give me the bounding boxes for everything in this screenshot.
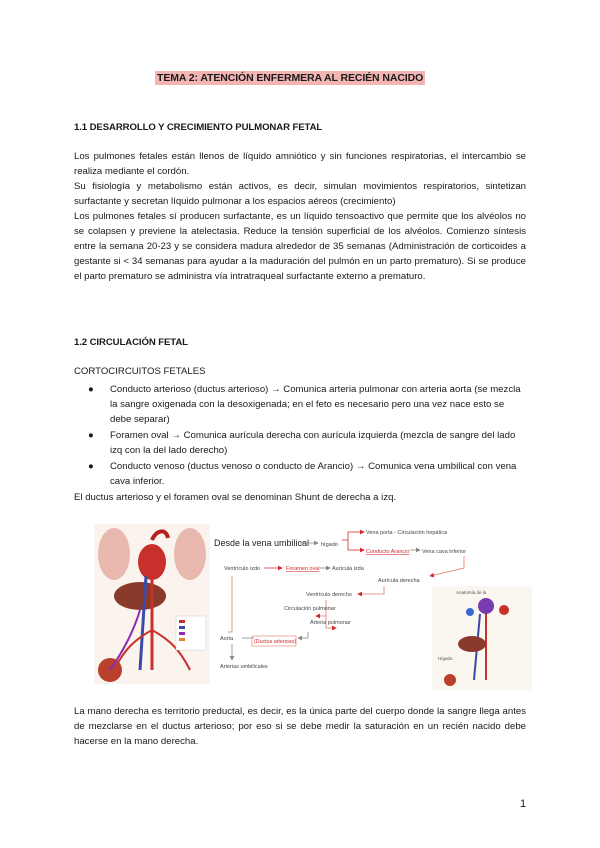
right-figure-label: Hígado (438, 656, 453, 661)
right-figure-title: Anatomía de la (456, 590, 487, 595)
flow-auricula-derecha: Aurícula derecha (378, 578, 420, 584)
subheading-cortocircuitos: CORTOCIRCUITOS FETALES (74, 366, 206, 377)
section-heading-circulacion: 1.2 CIRCULACIÓN FETAL (74, 337, 188, 348)
list-item (74, 428, 526, 458)
flow-higado: hígado (321, 542, 338, 548)
list-item (74, 382, 526, 427)
section-heading-pulmonar: 1.1 DESARROLLO Y CRECIMIENTO PULMONAR FETAL (74, 122, 323, 133)
shunt-note: El ductus arterioso y el foramen oval se denominan Shunt de derecha a izq. (74, 492, 397, 503)
flow-auricula-izda: Aurícula izda (332, 566, 364, 572)
flow-vena-cava: Vena cava inferior (422, 549, 467, 555)
flow-circulacion-pulmonar: Circulación pulmonar (284, 606, 336, 612)
fetal-heart-illustration (432, 586, 532, 690)
flow-arteria-pulmonar: Arteria pulmonar (310, 620, 351, 626)
flow-conducto-arancio: Conducto Arancio (366, 549, 410, 555)
page-title: TEMA 2: ATENCIÓN ENFERMERA AL RECIÉN NACIDO (157, 72, 424, 84)
circulation-flowchart (214, 530, 466, 670)
flow-start-label: Desde la vena umbilical (214, 538, 310, 548)
list-item (74, 459, 526, 489)
paragraph: Su fisiología y metabolismo están activos, es decir, simulan movimientos respiratorios, sintetizan surfactante y secretan líquido pulmonar a los espacios aéreos (crecimiento) (74, 181, 526, 207)
flow-vena-porta: Vena porta - Circulación hepática (366, 530, 448, 536)
fetal-anatomy-illustration (94, 524, 210, 684)
list-item-text: Conducto arterioso (ductus arterioso) → Comunica arteria pulmonar con arteria aorta (se mezcla la sangre oxigenada con la desoxigenada; en el feto es necesario pero una vez nace esto se debe separar) (110, 384, 521, 425)
flow-arterias-umbilicales: Arterias umbilicales (220, 664, 268, 670)
list-item-text: Foramen oval → Comunica aurícula derecha con aurícula izquierda (mezcla de sangre del lado izq con la del lado derecho) (110, 430, 516, 456)
bullet-list (74, 382, 526, 490)
bullet-icon: ● (88, 430, 94, 441)
section-pulmonar-body (74, 149, 526, 284)
bullet-icon: ● (88, 384, 94, 395)
paragraph: Los pulmones fetales están llenos de líquido amniótico y sin funciones respiratorias, el intercambio se realiza mediante el cordón. (74, 151, 526, 177)
flow-aorta: Aorta (220, 636, 234, 642)
flow-ventriculo-derecho: Ventrículo derecho (306, 592, 352, 598)
list-item-text: Conducto venoso (ductus venoso o conducto de Arancio) → Comunica vena umbilical con vena cava inferior. (110, 461, 517, 487)
flow-foramen-oval: Foramen oval (286, 566, 320, 572)
flow-ductus: (Ductus arterioso) (254, 639, 297, 645)
paragraph: Los pulmones fetales sí producen surfactante, es un líquido tensoactivo que permite que los alvéolos no se colapsen y previene la atelectasia. Reduce la tensión superficial de los alvéolos. Comienzo síntesis entre la semana 20-23 y se considera madura alrededor de 35 semanas (Administración de corticoides a gestante si < 34 semanas para ayudar a la maduración del pulmón en un parto prematuro). Si se produce el parto prematuro se administra vía intratraqueal surfactante externo a prematuro. (74, 211, 526, 282)
page-number: 1 (520, 798, 527, 810)
flow-ventriculo-izdo: Ventrículo izdo (224, 566, 261, 572)
closing-paragraph: La mano derecha es territorio preductal, es decir, es la única parte del cuerpo donde la sangre llega antes de mezclarse en el ductus arterioso; por eso si se debe medir la saturación en un recién nacido debe hacerse en la mano derecha. (74, 706, 526, 747)
bullet-icon: ● (88, 461, 94, 472)
fetal-circulation-figure (94, 520, 534, 690)
